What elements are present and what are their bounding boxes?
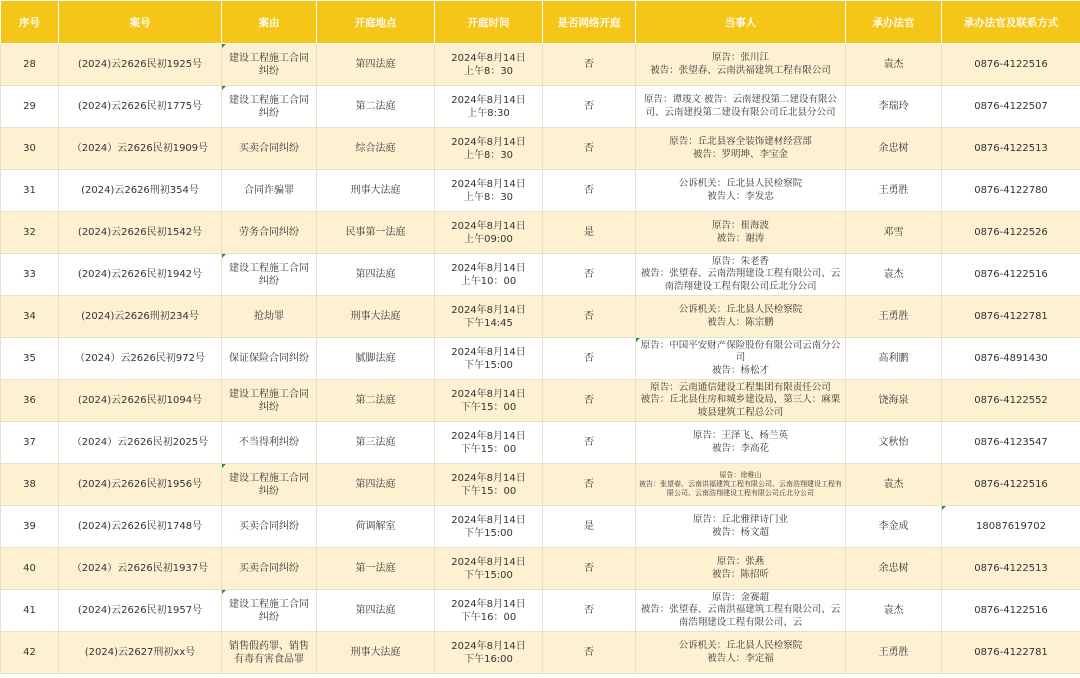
table-row: [1, 590, 1080, 632]
hearing-clock: 下午16:00: [464, 653, 513, 665]
party-line: 被告人：陈宗鹏: [707, 316, 774, 328]
online-hearing: 否: [543, 254, 636, 296]
judge-name: 王勇胜: [846, 632, 942, 674]
hearing-date: 2024年8月14日: [451, 346, 526, 358]
parties-cell: [636, 170, 846, 212]
judge-name: 李瑞玲: [846, 86, 942, 128]
judge-name: 袁杰: [846, 464, 942, 506]
court-room: 腻脚法庭: [317, 338, 435, 380]
judge-name: 王勇胜: [846, 170, 942, 212]
court-room: 民事第一法庭: [317, 212, 435, 254]
row-number: 35: [1, 338, 59, 380]
hearing-clock: 下午15：00: [460, 401, 517, 413]
table-row: [1, 338, 1080, 380]
court-room: 第二法庭: [317, 380, 435, 422]
court-room: 第四法庭: [317, 254, 435, 296]
header-place: 开庭地点: [317, 1, 435, 44]
party-line: 原告：张燕: [716, 556, 765, 567]
table-body: [1, 44, 1080, 674]
row-number: 28: [1, 44, 59, 86]
table-row: [1, 296, 1080, 338]
party-line: 原告：朱老香: [711, 255, 769, 267]
parties-cell: [636, 632, 846, 674]
parties-cell: [636, 380, 846, 422]
court-room: 第四法庭: [317, 590, 435, 632]
judge-name: 高利鹏: [846, 338, 942, 380]
hearing-clock: 上午8：30: [463, 191, 514, 203]
court-room: 第四法庭: [317, 464, 435, 506]
hearing-date: 2024年8月14日: [451, 640, 526, 652]
case-number: (2024)云2626民初1542号: [59, 212, 222, 254]
judge-phone: 0876-4122507: [942, 86, 1080, 128]
row-number: 34: [1, 296, 59, 338]
judge-name: 李金成: [846, 506, 942, 548]
parties-cell: [636, 506, 846, 548]
table-row: [1, 254, 1080, 296]
online-hearing: 否: [543, 338, 636, 380]
case-number: (2024)云2626刑初234号: [59, 296, 222, 338]
parties-cell: [636, 548, 846, 590]
case-cause: 建设工程施工合同纠纷: [222, 254, 317, 296]
row-number: 42: [1, 632, 59, 674]
hearing-clock: 下午15：00: [460, 443, 517, 455]
case-number: (2024)云2626民初1094号: [59, 380, 222, 422]
judge-phone: 0876-4122552: [942, 380, 1080, 422]
parties-cell: [636, 44, 846, 86]
row-number: 31: [1, 170, 59, 212]
case-number: (2024)云2627刑初xx号: [59, 632, 222, 674]
table-row: [1, 170, 1080, 212]
online-hearing: 否: [543, 128, 636, 170]
court-room: 综合法庭: [317, 128, 435, 170]
hearing-clock: 下午15:00: [464, 527, 513, 539]
judge-name: 袁杰: [846, 44, 942, 86]
judge-phone: 0876-4122516: [942, 464, 1080, 506]
table-row: [1, 86, 1080, 128]
party-line: 被告：杨文超: [711, 526, 769, 538]
row-number: 39: [1, 506, 59, 548]
judge-phone: 0876-4122516: [942, 254, 1080, 296]
header-contact: 承办法官及联系方式: [942, 1, 1080, 44]
hearing-date: 2024年8月14日: [451, 262, 526, 274]
header-case-no: 案号: [59, 1, 222, 44]
header-row: [1, 1, 1080, 44]
party-line: 原告：丘北县容全装饰建材经营部: [669, 136, 812, 147]
party-line: 被告：杨松才: [711, 364, 769, 376]
parties-cell: [636, 254, 846, 296]
table-row: [1, 464, 1080, 506]
row-number: 32: [1, 212, 59, 254]
judge-name: 余忠树: [846, 128, 942, 170]
hearing-time: [435, 590, 543, 632]
case-number: (2024)云2626民初1748号: [59, 506, 222, 548]
row-number: 38: [1, 464, 59, 506]
row-number: 37: [1, 422, 59, 464]
table-row: [1, 380, 1080, 422]
hearing-clock: 上午10：00: [460, 275, 517, 287]
judge-name: 袁杰: [846, 254, 942, 296]
judge-phone: 18087619702: [942, 506, 1080, 548]
hearing-time: [435, 44, 543, 86]
hearing-date: 2024年8月14日: [451, 472, 526, 484]
parties-cell: [636, 338, 846, 380]
party-line: 公诉机关：丘北县人民检察院: [678, 640, 803, 651]
case-cause: 建设工程施工合同纠纷: [222, 380, 317, 422]
party-line: 原告：张川江: [711, 52, 769, 63]
online-hearing: 否: [543, 464, 636, 506]
hearing-time: [435, 128, 543, 170]
table-row: [1, 212, 1080, 254]
judge-phone: 0876-4122516: [942, 44, 1080, 86]
case-number: （2024）云2626民初1937号: [59, 548, 222, 590]
hearing-clock: 下午15：00: [460, 485, 517, 497]
case-number: (2024)云2626民初1775号: [59, 86, 222, 128]
court-room: 刑事大法庭: [317, 296, 435, 338]
judge-phone: 0876-4122513: [942, 548, 1080, 590]
hearing-date: 2024年8月14日: [451, 94, 526, 106]
online-hearing: 否: [543, 590, 636, 632]
party-line: 原告：中国平安财产保险股份有限公司云南分公司: [640, 339, 841, 364]
hearing-clock: 上午09:00: [464, 233, 513, 245]
party-line: 被告：张望春、云南洪福建筑工程有限公司、云南浩翔建设工程有限公司、云: [640, 604, 841, 628]
party-line: 原告：丘北雅律诗门业: [692, 514, 788, 525]
parties-cell: [636, 128, 846, 170]
hearing-time: [435, 170, 543, 212]
table-row: [1, 422, 1080, 464]
case-number: （2024）云2626民初1909号: [59, 128, 222, 170]
hearing-date: 2024年8月14日: [451, 514, 526, 526]
case-cause: 建设工程施工合同纠纷: [222, 464, 317, 506]
case-cause: 建设工程施工合同纠纷: [222, 86, 317, 128]
hearing-date: 2024年8月14日: [451, 556, 526, 568]
case-cause: 买卖合同纠纷: [222, 506, 317, 548]
parties-cell: [636, 296, 846, 338]
judge-phone: 0876-4122513: [942, 128, 1080, 170]
table-row: [1, 128, 1080, 170]
header-time: 开庭时间: [435, 1, 543, 44]
row-number: 41: [1, 590, 59, 632]
hearing-time: [435, 296, 543, 338]
online-hearing: 否: [543, 422, 636, 464]
judge-name: 文秋怡: [846, 422, 942, 464]
party-line: 被告：罗明坤、李宝金: [692, 148, 788, 160]
parties-cell: [636, 590, 846, 632]
header-parties: 当事人: [636, 1, 846, 44]
hearing-date: 2024年8月14日: [451, 136, 526, 148]
hearing-date: 2024年8月14日: [451, 598, 526, 610]
court-room: 刑事大法庭: [317, 632, 435, 674]
row-number: 40: [1, 548, 59, 590]
hearing-clock: 上午8：30: [463, 149, 514, 161]
judge-phone: 0876-4891430: [942, 338, 1080, 380]
online-hearing: 否: [543, 296, 636, 338]
hearing-time: [435, 86, 543, 128]
header-seq: 序号: [1, 1, 59, 44]
hearing-time: [435, 548, 543, 590]
party-line: 原告：谭竣文 被告：云南建投第二建设有限公司、云南建投第二建设有限公司丘北县分公司: [643, 94, 838, 118]
party-line: 被告：谢涛: [716, 232, 765, 244]
header-cause: 案由: [222, 1, 317, 44]
judge-name: 袁杰: [846, 590, 942, 632]
online-hearing: 否: [543, 380, 636, 422]
parties-cell: [636, 86, 846, 128]
party-line: 原告：徐稚山: [719, 471, 762, 479]
table-row: [1, 506, 1080, 548]
hearing-clock: 下午15:00: [464, 359, 513, 371]
hearing-clock: 下午15:00: [464, 569, 513, 581]
case-cause: 建设工程施工合同纠纷: [222, 44, 317, 86]
court-room: 刑事大法庭: [317, 170, 435, 212]
party-line: 原告：崔海波: [711, 220, 769, 231]
hearing-clock: 上午8：30: [463, 65, 514, 77]
party-line: 原告：金赛超: [711, 591, 769, 603]
case-number: (2024)云2626民初1956号: [59, 464, 222, 506]
judge-phone: 0876-4122526: [942, 212, 1080, 254]
case-cause: 抢劫罪: [222, 296, 317, 338]
hearing-clock: 下午16：00: [460, 611, 517, 623]
party-line: 被告：李高花: [711, 442, 769, 454]
online-hearing: 否: [543, 632, 636, 674]
judge-phone: 0876-4122781: [942, 632, 1080, 674]
case-cause: 不当得利纠纷: [222, 422, 317, 464]
case-cause: 建设工程施工合同纠纷: [222, 590, 317, 632]
party-line: 原告：云南通信建设工程集团有限责任公司: [650, 381, 831, 393]
header-judge: 承办法官: [846, 1, 942, 44]
party-line: 被告：陈招昕: [711, 568, 769, 580]
party-line: 被告：张望春、云南洪福建筑工程有限公司: [650, 64, 831, 76]
online-hearing: 否: [543, 44, 636, 86]
online-hearing: 否: [543, 170, 636, 212]
party-line: 被告：张望春、云南洪福建筑工程有限公司、云南浩翔建设工程有限公司、云南浩翔建设工程有限公司丘北分公司: [639, 480, 842, 497]
hearing-time: [435, 464, 543, 506]
case-cause: 销售假药罪、销售有毒有害食品罪: [222, 632, 317, 674]
online-hearing: 否: [543, 548, 636, 590]
header-online: 是否网络开庭: [543, 1, 636, 44]
hearing-time: [435, 632, 543, 674]
row-number: 33: [1, 254, 59, 296]
court-room: 第一法庭: [317, 548, 435, 590]
case-cause: 劳务合同纠纷: [222, 212, 317, 254]
case-cause: 买卖合同纠纷: [222, 128, 317, 170]
case-cause: 买卖合同纠纷: [222, 548, 317, 590]
hearing-time: [435, 254, 543, 296]
judge-name: 邓雪: [846, 212, 942, 254]
parties-cell: [636, 464, 846, 506]
judge-name: 余忠树: [846, 548, 942, 590]
hearing-time: [435, 338, 543, 380]
judge-phone: 0876-4122780: [942, 170, 1080, 212]
online-hearing: 否: [543, 86, 636, 128]
court-room: 第二法庭: [317, 86, 435, 128]
party-line: 原告：王泽飞、杨兰英: [692, 430, 788, 441]
judge-name: 饶海泉: [846, 380, 942, 422]
party-line: 被告人：李定福: [707, 652, 774, 664]
case-cause: 合同诈骗罪: [222, 170, 317, 212]
case-number: （2024）云2626民初972号: [59, 338, 222, 380]
judge-phone: 0876-4123547: [942, 422, 1080, 464]
case-number: (2024)云2626民初1942号: [59, 254, 222, 296]
online-hearing: 是: [543, 212, 636, 254]
hearing-clock: 上午8:30: [467, 107, 510, 119]
case-number: (2024)云2626民初1925号: [59, 44, 222, 86]
table-row: [1, 548, 1080, 590]
parties-cell: [636, 212, 846, 254]
case-number: (2024)云2626民初1957号: [59, 590, 222, 632]
judge-phone: 0876-4122516: [942, 590, 1080, 632]
hearing-date: 2024年8月14日: [451, 178, 526, 190]
parties-cell: [636, 422, 846, 464]
hearing-time: [435, 506, 543, 548]
hearing-date: 2024年8月14日: [451, 52, 526, 64]
case-cause: 保证保险合同纠纷: [222, 338, 317, 380]
hearing-clock: 下午14:45: [464, 317, 513, 329]
row-number: 30: [1, 128, 59, 170]
party-line: 被告：丘北县住房和城乡建设局，第三人：麻栗坡县建筑工程总公司: [640, 394, 841, 418]
hearing-time: [435, 380, 543, 422]
hearing-date: 2024年8月14日: [451, 430, 526, 442]
hearing-date: 2024年8月14日: [451, 388, 526, 400]
judge-name: 王勇胜: [846, 296, 942, 338]
hearing-time: [435, 212, 543, 254]
party-line: 公诉机关：丘北县人民检察院: [678, 304, 803, 315]
hearing-date: 2024年8月14日: [451, 304, 526, 316]
table-row: [1, 632, 1080, 674]
party-line: 被告人：李发忠: [707, 190, 774, 202]
hearing-time: [435, 422, 543, 464]
party-line: 被告：张望春、云南浩翔建设工程有限公司、云南浩翔建设工程有限公司丘北分公司: [640, 268, 841, 292]
court-room: 第三法庭: [317, 422, 435, 464]
row-number: 36: [1, 380, 59, 422]
row-number: 29: [1, 86, 59, 128]
court-room: 荷调解室: [317, 506, 435, 548]
table-row: [1, 44, 1080, 86]
party-line: 公诉机关：丘北县人民检察院: [678, 178, 803, 189]
judge-phone: 0876-4122781: [942, 296, 1080, 338]
hearing-date: 2024年8月14日: [451, 220, 526, 232]
online-hearing: 是: [543, 506, 636, 548]
case-number: （2024）云2626民初2025号: [59, 422, 222, 464]
case-number: (2024)云2626刑初354号: [59, 170, 222, 212]
court-room: 第四法庭: [317, 44, 435, 86]
